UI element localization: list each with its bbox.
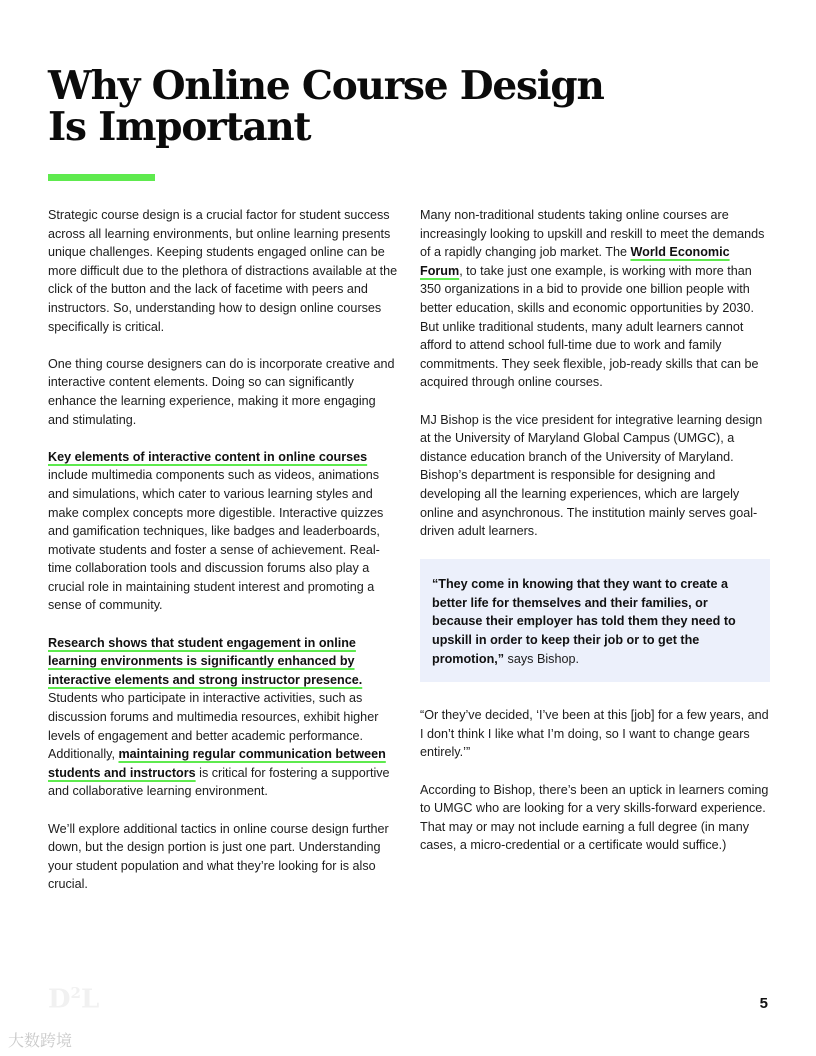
non-traditional-students-paragraph — [420, 206, 770, 392]
wef-text-end: , to take just one example, is working with more than 350 organizations in a bid to provide one billion people with better education, skills and economic opportunities by 2030. But unlike traditional students, many adult learners cannot afford to attend school full-time due to work and family commitments. They seek flexible, job-ready skills that can be acquired through online courses. — [420, 263, 759, 390]
page-title-line-1: Why Online Course Design — [48, 63, 604, 109]
research-shows-link[interactable]: Research shows that student engagement in online learning environments is significantly enhanced by interactive elements and strong instructor presence. — [48, 635, 363, 687]
world-economic-forum-link[interactable]: World Economic Forum — [420, 245, 730, 278]
uptick-paragraph: According to Bishop, there’s been an uptick in learners coming to UMGC who are looking for a very skills-forward experience. That may or may not include earning a full degree (in many cases, a micro-credential or a certificate would suffice.) — [420, 782, 769, 853]
wef-text-start: Many non-traditional students taking online courses are increasingly looking to upskill and reskill to meet the demands of a rapidly changing job market. The — [420, 208, 765, 260]
research-text-end: is critical for fostering a supportive and collaborative learning environment. — [48, 765, 390, 799]
key-elements-text: include multimedia components such as videos, animations and simulations, which cater to various learning styles and make complex concepts more digestible. Interactive quizzes and gamification techniques, like badges and leaderboards, motivate students and foster a sense of achievement. Real-time collaboration tools and discussion forums also play a crucial role in maintaining student interest and promoting a sense of community. — [48, 468, 384, 613]
regular-communication-link[interactable]: maintaining regular communication between students and instructors — [48, 747, 386, 780]
watermark: 大数跨境 — [8, 1033, 73, 1050]
key-elements-paragraph — [48, 448, 400, 615]
right-column — [420, 206, 770, 874]
d2l-logo: $D^2L$ — [48, 984, 100, 1015]
pull-quote — [420, 559, 770, 682]
pull-quote-attribution: says Bishop. — [504, 651, 579, 666]
change-gears-paragraph: “Or they’ve decided, ‘I’ve been at this [job] for a few years, and I don’t think I like what I’m doing, so I want to change gears entirely.’” — [420, 708, 769, 760]
interactive-content-paragraph: One thing course designers can do is incorporate creative and interactive content elements. Doing so can significantly enhance the learning experience, making it more engaging and stimulating. — [48, 356, 395, 427]
page-title — [48, 63, 648, 150]
tactics-paragraph: We’ll explore additional tactics in online course design further down, but the design portion is just one part. Understanding your student population and what they’re looking for is also crucial. — [48, 821, 389, 892]
research-paragraph — [48, 634, 400, 801]
pull-quote-text: “They come in knowing that they want to create a better life for themselves and their families, or because their employer has told them they need to upskill in order to keep their job or to get the promotion,” — [432, 577, 736, 666]
page-number: 5 — [759, 995, 768, 1012]
intro-paragraph: Strategic course design is a crucial factor for student success across all learning environments, but online learning presents unique challenges. Keeping students engaged online can be more difficult due to the plethora of distractions available at the click of the button and the lack of facetime with peers and instructors. So, understanding how to design online courses specifically is critical. — [48, 208, 398, 334]
left-column — [48, 206, 400, 913]
page-title-line-2: Is Important — [48, 104, 311, 150]
mj-bishop-paragraph: MJ Bishop is the vice president for integrative learning design at the University of Maryland Global Campus (UMGC), a distance education branch of the University of Maryland. Bishop’s department is responsible for designing and developing all the learning experiences, which are largely online and asynchronous. The institution mainly serves goal-driven adult learners. — [420, 412, 763, 539]
research-text: Students who participate in interactive activities, such as discussion forums and multimedia resources, exhibit higher levels of engagement and better academic performance. Additionally, — [48, 691, 379, 762]
title-accent-bar — [48, 174, 155, 181]
key-elements-link[interactable]: Key elements of interactive content in online courses — [48, 449, 368, 464]
